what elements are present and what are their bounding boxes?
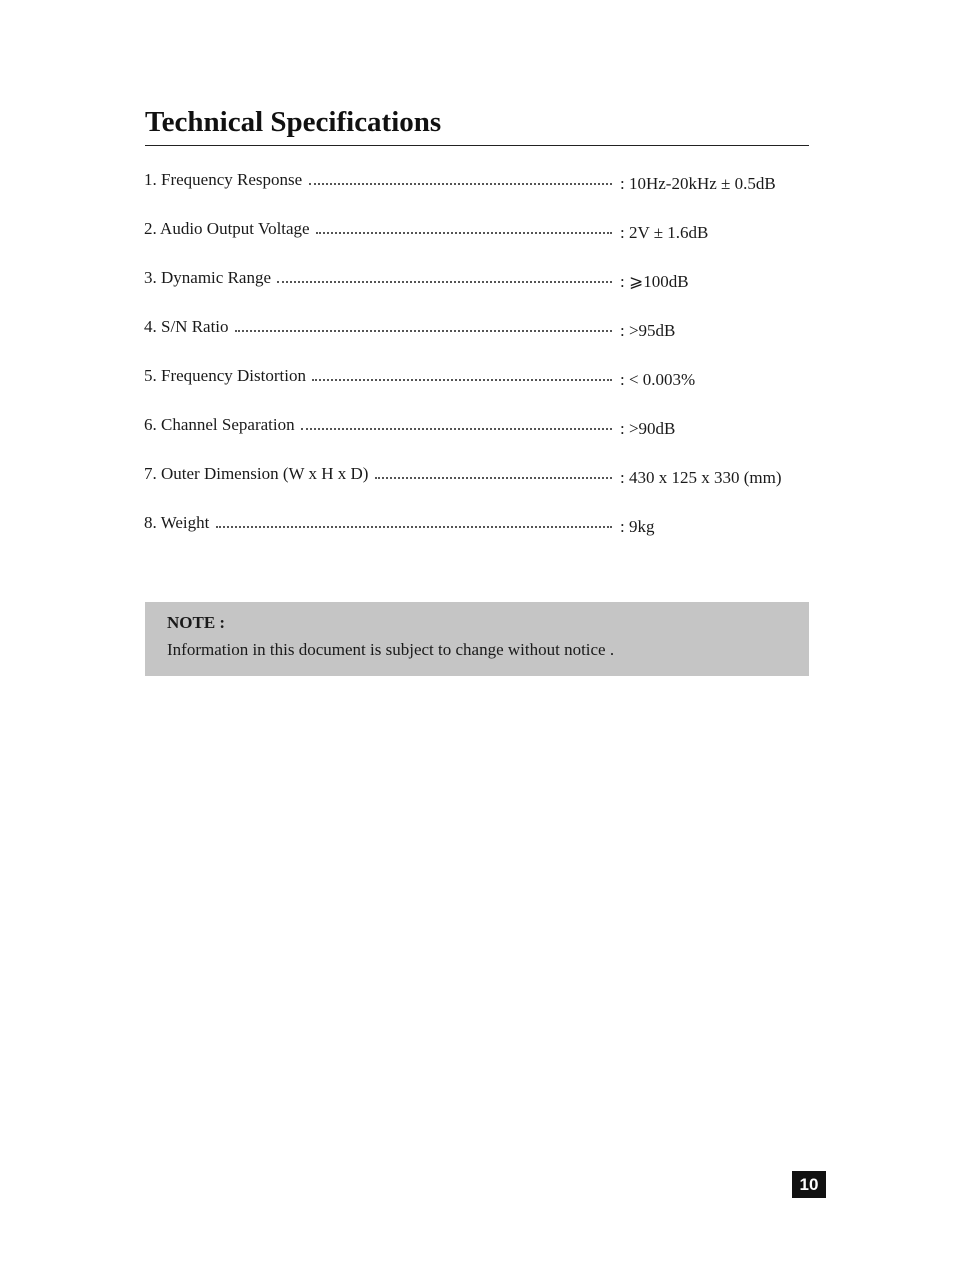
- spec-value: : 430 x 125 x 330 (mm): [620, 468, 782, 487]
- spec-value: : >90dB: [620, 419, 676, 438]
- leader-dots: [277, 278, 612, 283]
- spec-value: : 9kg: [620, 517, 655, 536]
- leader-dots: [301, 425, 612, 430]
- spec-label: 5. Frequency Distortion: [144, 366, 306, 385]
- spec-row-frequency-distortion: [144, 364, 824, 413]
- spec-list: [144, 168, 824, 560]
- note-box: [145, 602, 809, 676]
- leader-dots: [375, 474, 612, 479]
- spec-label: 2. Audio Output Voltage: [144, 219, 310, 238]
- spec-row-frequency-response: [144, 168, 824, 217]
- leader-dots: [312, 376, 612, 381]
- spec-label: 1. Frequency Response: [144, 170, 303, 189]
- spec-value: : 10Hz-20kHz ± 0.5dB: [620, 174, 776, 193]
- leader-dots: [235, 327, 612, 332]
- spec-label: 7. Outer Dimension (W x H x D): [144, 464, 369, 483]
- spec-label: 3. Dynamic Range: [144, 268, 271, 287]
- spec-row-weight: [144, 511, 824, 560]
- spec-row-outer-dimension: [144, 462, 824, 511]
- leader-dots: [309, 180, 612, 185]
- page-number: 10: [792, 1171, 826, 1198]
- spec-value: : ⩾100dB: [620, 272, 689, 291]
- leader-dots: [316, 229, 612, 234]
- title-divider: [145, 145, 809, 146]
- spec-row-sn-ratio: [144, 315, 824, 364]
- page-title: Technical Specifications: [145, 106, 442, 138]
- note-text: Information in this document is subject to change without notice .: [167, 640, 615, 659]
- spec-value: : 2V ± 1.6dB: [620, 223, 709, 242]
- spec-label: 6. Channel Separation: [144, 415, 295, 434]
- spec-row-channel-separation: [144, 413, 824, 462]
- note-title: NOTE :: [167, 613, 226, 632]
- spec-value: : < 0.003%: [620, 370, 696, 389]
- spec-row-dynamic-range: [144, 266, 824, 315]
- spec-row-audio-output-voltage: [144, 217, 824, 266]
- spec-label: 8. Weight: [144, 513, 210, 532]
- spec-value: : >95dB: [620, 321, 676, 340]
- spec-label: 4. S/N Ratio: [144, 317, 229, 336]
- leader-dots: [216, 523, 612, 528]
